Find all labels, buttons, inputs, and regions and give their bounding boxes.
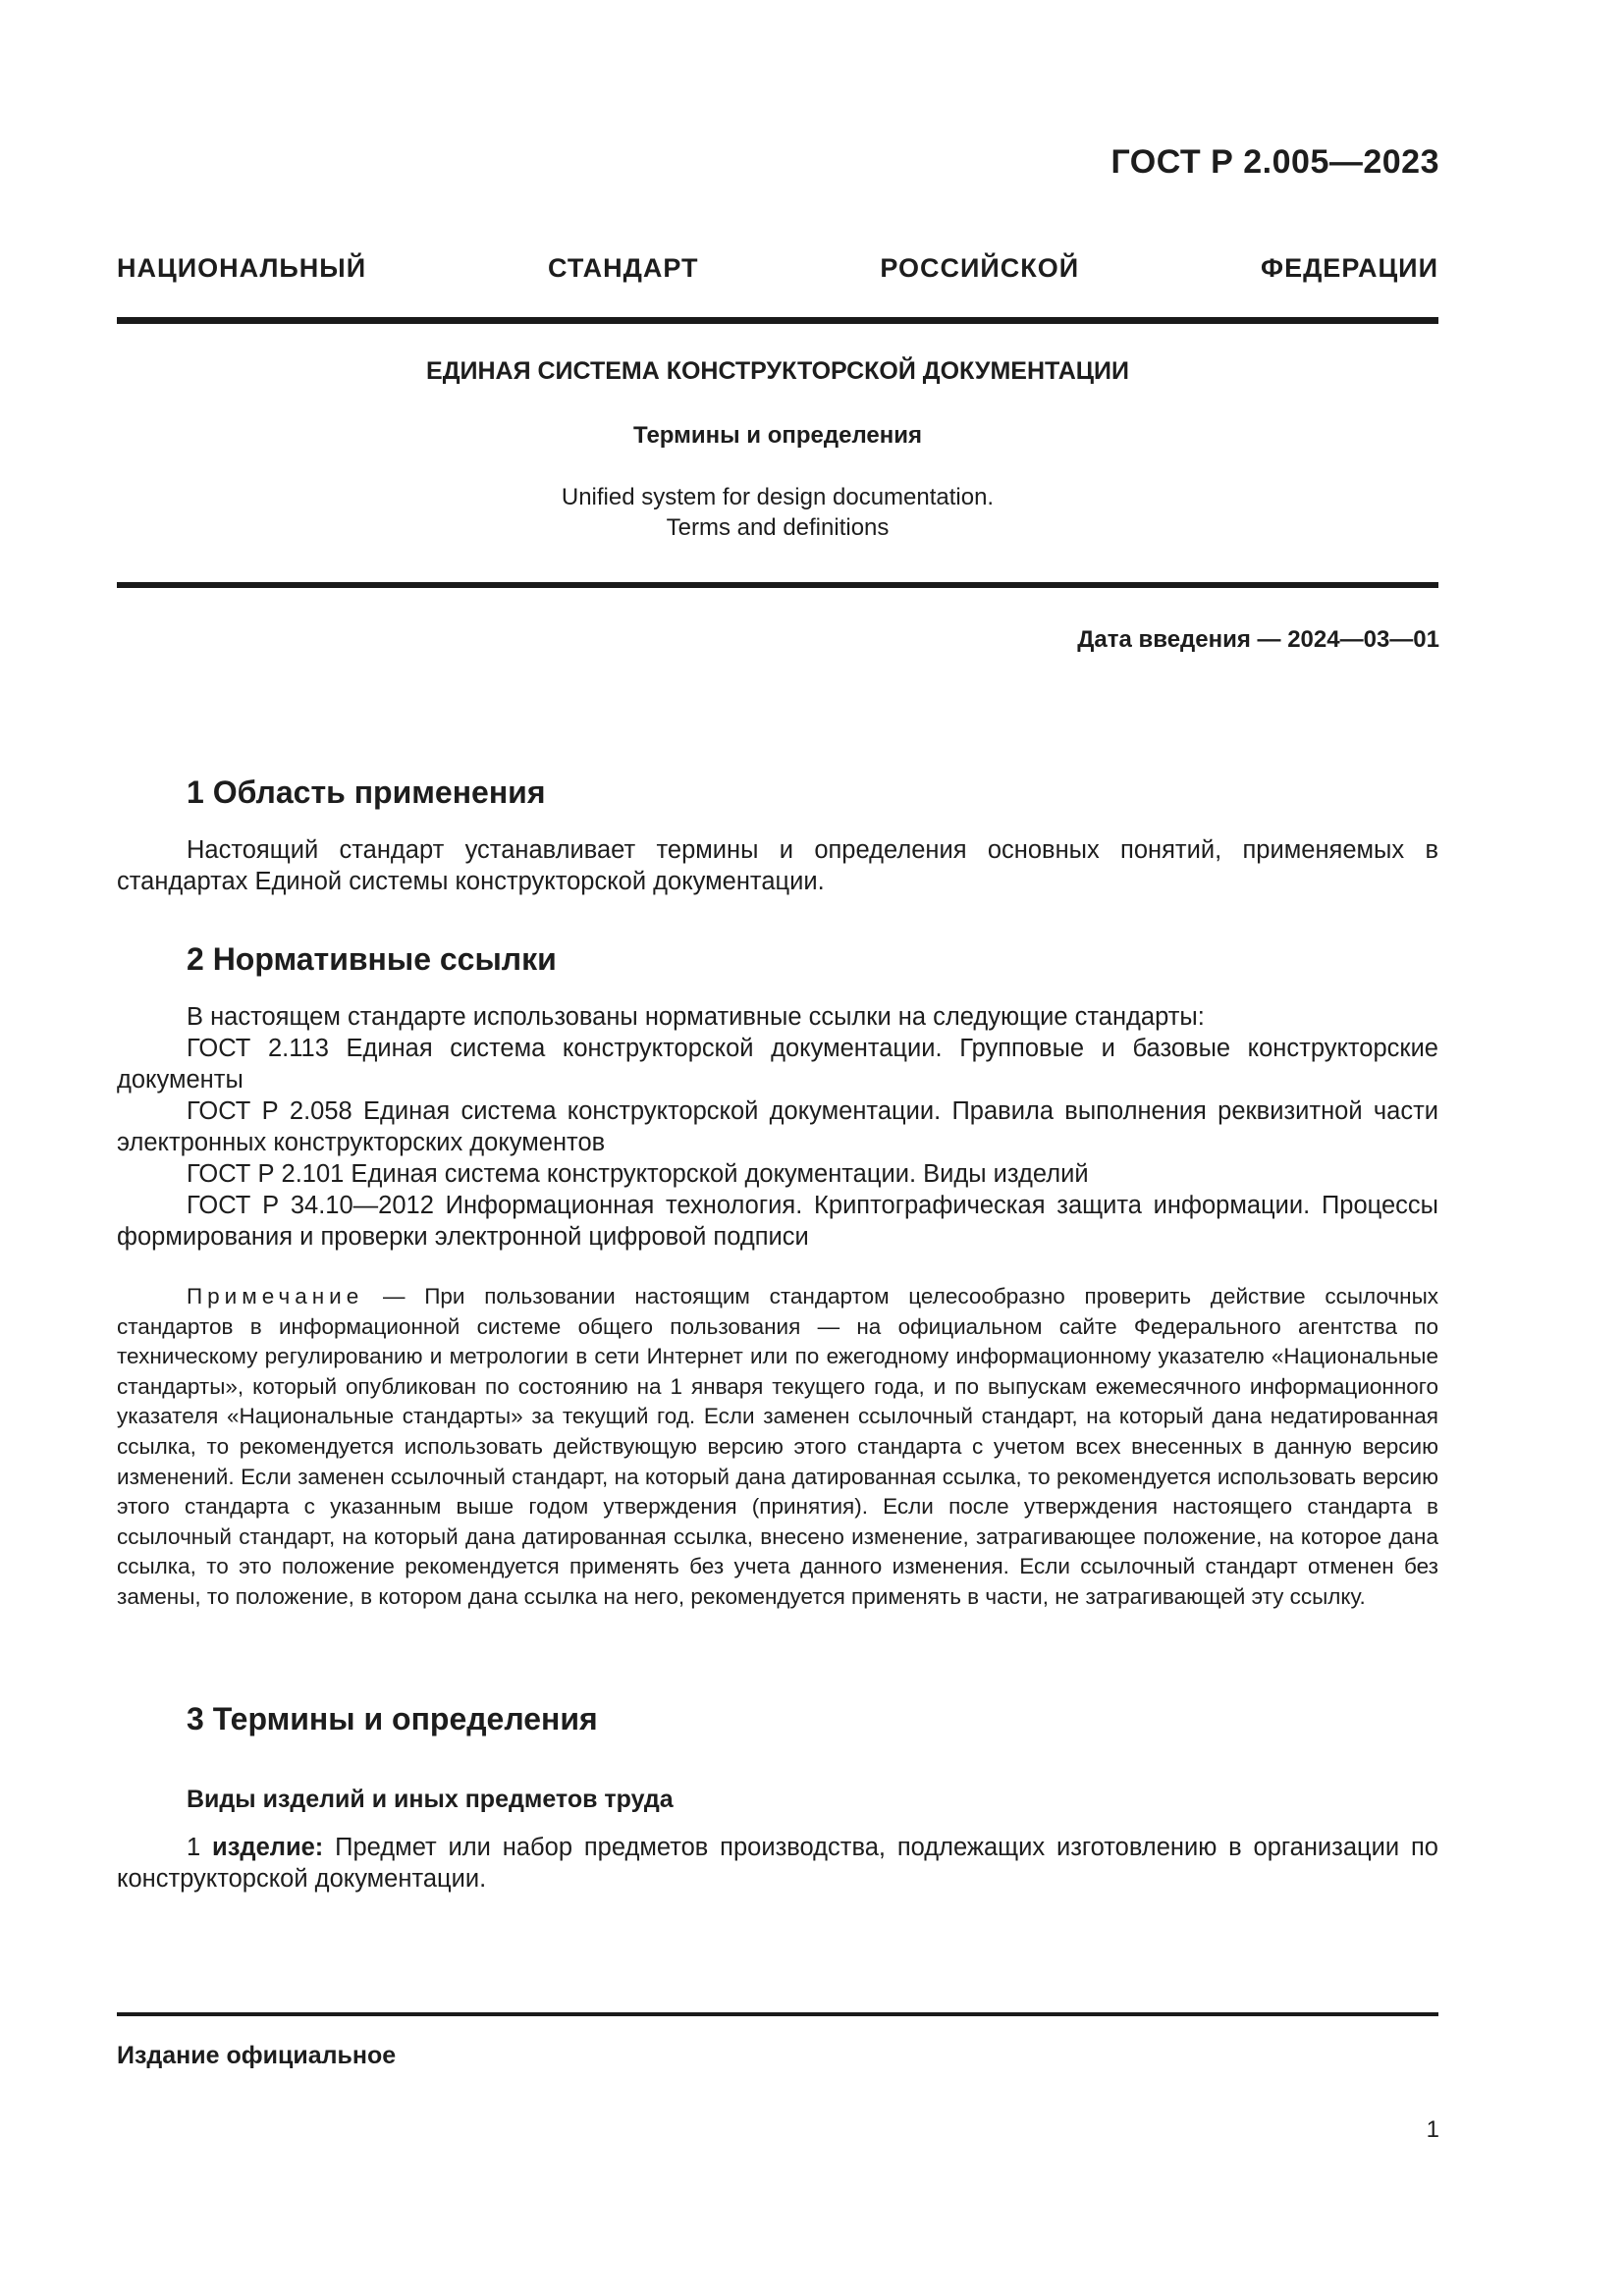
document-subtitle: Термины и определения [632,422,923,449]
english-title-line-2: Terms and definitions [666,514,890,541]
subsection-heading-kinds-of-products: Виды изделий и иных предметов труда [187,1786,674,1813]
term-name: изделие: [212,1834,324,1861]
reference-item: ГОСТ Р 2.058 Единая система конструкторской документации. Правила выполнения реквизитной части электронных конструкторских документов [117,1097,1438,1156]
section-heading-normative-references: 2 Нормативные ссылки [187,941,557,977]
official-edition-label: Издание официальное [117,2042,397,2069]
scope-text: Настоящий стандарт устанавливает термины и определения основных понятий, применяемых в стандартах Единой системы конструкторской документации. [117,836,1438,895]
note-label: Примечание [187,1284,364,1308]
national-standard-banner: НАЦИОНАЛЬНЫЙ СТАНДАРТ РОССИЙСКОЙ ФЕДЕРАЦИИ [117,253,1438,283]
term-entry [117,1832,1438,1895]
english-title [117,482,1438,543]
system-title: ЕДИНАЯ СИСТЕМА КОНСТРУКТОРСКОЙ ДОКУМЕНТАЦИИ [426,357,1129,385]
english-title-line-1: Unified system for design documentation. [561,484,995,510]
section-heading-scope: 1 Область применения [187,774,546,810]
term-definition: Предмет или набор предметов производства, подлежащих изготовлению в организации по конструкторской документации. [117,1834,1438,1893]
term-number: 1 [187,1834,201,1861]
normative-references-block [117,1001,1438,1253]
section-heading-terms: 3 Термины и определения [187,1701,598,1736]
reference-item: ГОСТ Р 2.101 Единая система конструкторской документации. Виды изделий [187,1160,1089,1188]
references-note [117,1282,1438,1613]
title-divider [117,582,1438,588]
page-number: 1 [1426,2116,1439,2143]
gost-number: ГОСТ Р 2.005—2023 [1110,143,1439,181]
note-text: — При пользовании настоящим стандартом целесообразно проверить действие ссылочных стандартов в информационной системе общего пользования — на официальном сайте Федерального агентства по техническому регулированию и метрологии в сети Интернет или по ежегодному информационному указателю «Национальные стандарты», который опубликован по состоянию на 1 января текущего года, и по выпускам ежемесячного информационного указателя «Национальные стандарты» за текущий год. Если заменен ссылочный стандарт, на который дана недатированная ссылка, то рекомендуется использовать действующую версию этого стандарта с учетом всех внесенных в данную версию изменений. Если заменен ссылочный стандарт, на который дана датированная ссылка, то рекомендуется использовать версию этого стандарта с указанным выше годом утверждения (принятия). Если после утверждения настоящего стандарта в ссылочный стандарт, на который дана датированная ссылка, внесено изменение, затрагивающее положение, на которое дана ссылка, то это положение рекомендуется применять без учета данного изменения. Если ссылочный стандарт отменен без замены, то положение, в котором дана ссылка на него, рекомендуется применять в части, не затрагивающей эту ссылку. [117,1284,1438,1609]
footer-divider [117,2012,1438,2016]
references-intro: В настоящем стандарте использованы нормативные ссылки на следующие стандарты: [187,1003,1205,1031]
reference-item: ГОСТ 2.113 Единая система конструкторской документации. Групповые и базовые конструкторские документы [117,1035,1438,1094]
intro-date: Дата введения — 2024—03—01 [1077,626,1439,653]
reference-item: ГОСТ Р 34.10—2012 Информационная технология. Криптографическая защита информации. Процессы формирования и проверки электронной цифровой подписи [117,1192,1438,1251]
scope-paragraph [117,834,1438,897]
top-divider [117,317,1438,324]
